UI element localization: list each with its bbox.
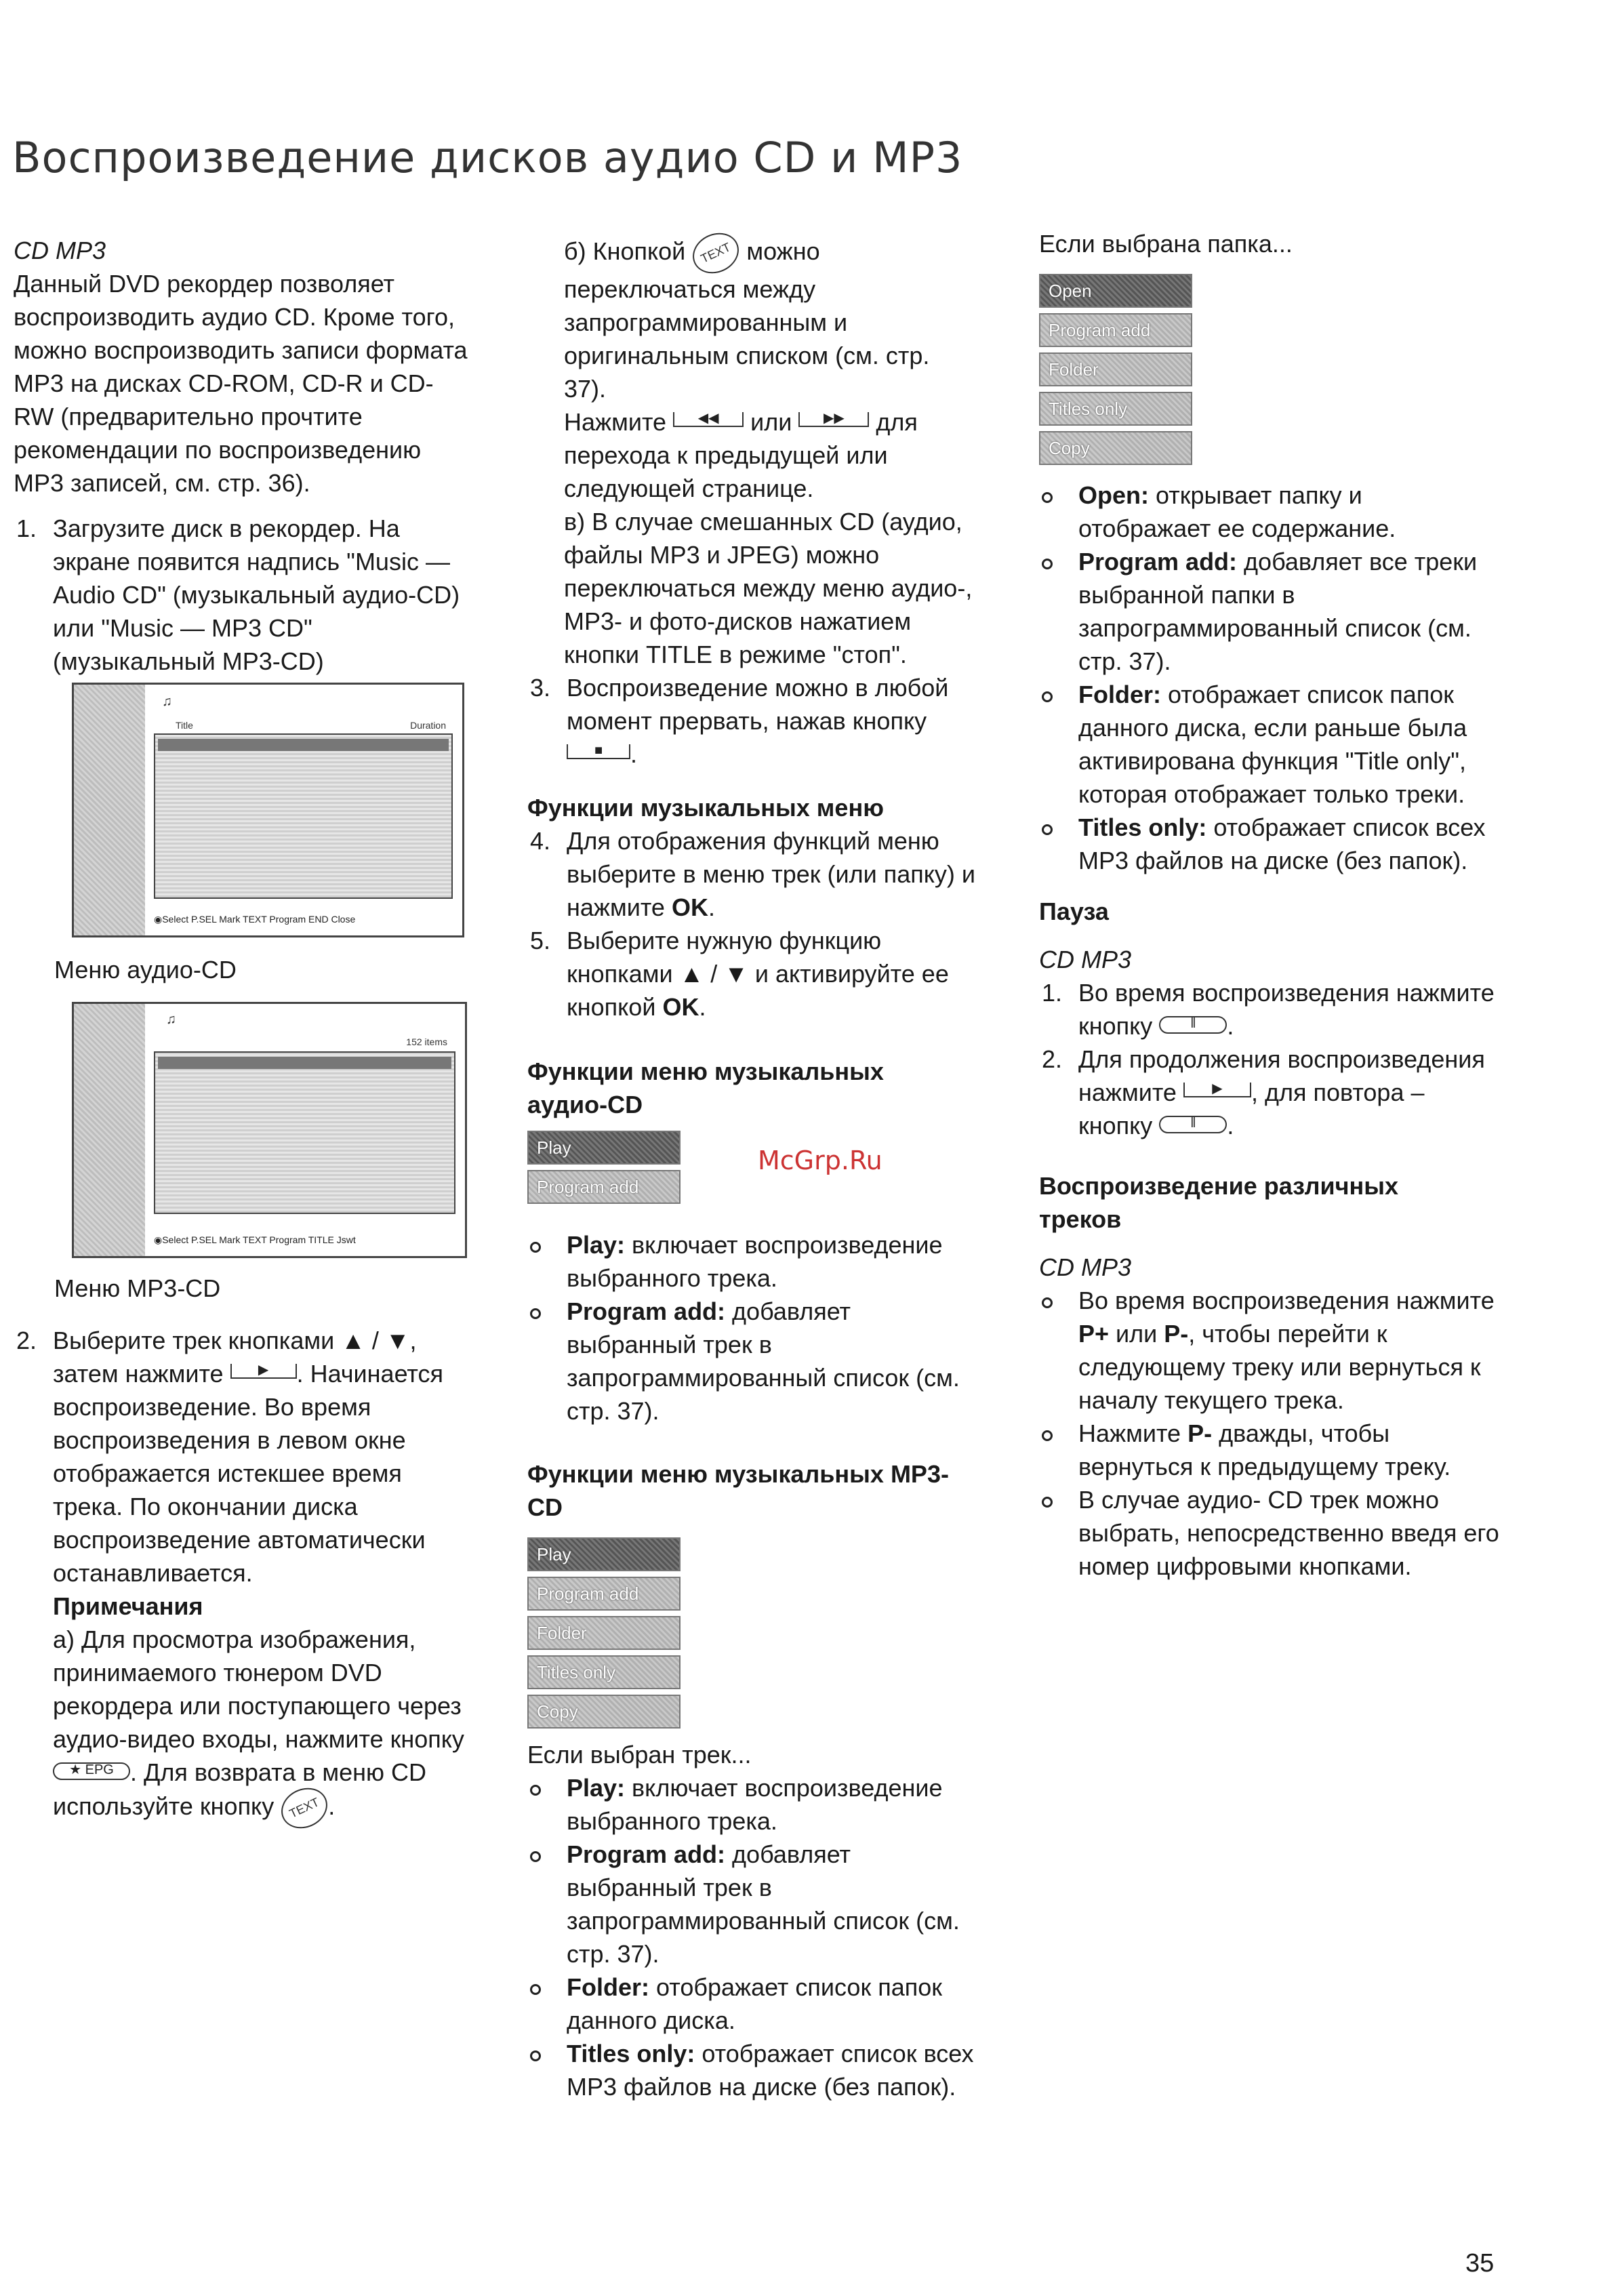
item-text: дважды, чтобы вернуться к предыдущему треку. (1078, 1419, 1451, 1480)
screen-side-panel (74, 1004, 145, 1256)
function-desc: отображает список папок данного диска, если раньше была активирована функция "Title only", которая отображает только треки. (1078, 681, 1467, 808)
step-number: 1. (1042, 979, 1063, 1007)
function-desc: открывает папку и отображает ее содержание. (1078, 481, 1396, 542)
step-text: . (699, 993, 706, 1021)
note-a (53, 1623, 471, 1827)
column-title: Title (176, 720, 193, 731)
pause-step-1: 1. Во время воспроизведения нажмите кнопку ‖ . (1039, 976, 1500, 1043)
note-text: . Для возврата в меню CD используйте кнопку (53, 1758, 426, 1821)
column-duration: Duration (410, 720, 446, 731)
caption-audio-cd: Меню аудио-CD (54, 956, 237, 984)
screen-side-panel (74, 685, 145, 935)
function-label: Titles only: (567, 2040, 695, 2067)
audio-cd-menu-screenshot (72, 683, 464, 937)
mp3-cd-menu-screenshot (72, 1002, 467, 1258)
page-number: 35 (1465, 2249, 1495, 2278)
ok-key-label: OK (671, 893, 708, 921)
menu-item-copy: Copy (527, 1695, 681, 1729)
function-play (527, 1771, 978, 1838)
page-nav-text: для перехода к предыдущей или следующей странице. (564, 408, 918, 502)
menu-item-open: Open (1039, 274, 1192, 308)
folder-function-menu (1039, 274, 1500, 465)
function-play (527, 1228, 978, 1295)
function-label: Play: (567, 1774, 626, 1802)
steps-list-4 (527, 824, 978, 1024)
step-text: Для продолжения воспроизведения нажмите (1078, 1045, 1485, 1106)
music-note-icon: ♫ (166, 1012, 176, 1027)
press-text: Нажмите (564, 408, 667, 436)
menu-item-program-add: Program add (527, 1170, 681, 1204)
step-number: 1. (16, 514, 37, 542)
format-label: CD MP3 (14, 237, 106, 264)
step-2 (14, 1324, 471, 1827)
note-text: а) Для просмотра изображения, принимаемого тюнером DVD рекордера или поступающего через аудио-видео входы, нажмите кнопку (53, 1625, 464, 1753)
function-label: Program add: (567, 1840, 726, 1868)
step-text: Воспроизведение можно в любой момент прервать, нажав кнопку (567, 674, 949, 735)
ok-key-label: OK (662, 993, 699, 1021)
steps-list-2 (14, 1324, 471, 1827)
key-label: P- (1187, 1419, 1213, 1447)
function-label: Open: (1078, 481, 1149, 509)
function-folder (527, 1971, 978, 2037)
function-program-add (527, 1838, 978, 1971)
function-label: Folder: (1078, 681, 1161, 708)
pause-steps (1039, 976, 1500, 1142)
tracks-list (1039, 1284, 1500, 1583)
text-key-icon: TEXT (275, 1781, 334, 1836)
steps-list (14, 512, 471, 678)
function-program-add (1039, 545, 1500, 678)
tracks-item-3: В случае аудио- CD трек можно выбрать, непосредственно введя его номер цифровыми кнопками. (1039, 1483, 1500, 1583)
step-3: 3. Воспроизведение можно в любой момент прервать, нажав кнопку ■ . (527, 671, 978, 771)
screen-bottom-bar: ◉Select P.SEL Mark TEXT Program TITLE Jswt (154, 1234, 356, 1245)
heading-music-menu-functions: Функции музыкальных меню (527, 794, 884, 822)
play-key-icon: ▶ (230, 1364, 297, 1379)
note-text: . (328, 1792, 336, 1821)
if-folder-selected: Если выбрана папка... (1039, 230, 1293, 258)
tracks-item-2 (1039, 1417, 1500, 1483)
menu-item-folder: Folder (527, 1616, 681, 1650)
intro-paragraph: Данный DVD рекордер позволяет воспроизводить аудио CD. Кроме того, можно воспроизводить записи формата MP3 на дисках CD-ROM, CD-R и CD-RW (предварительно прочтите рекомендации по воспроизведению MP3 записей, см. стр. 36). (14, 270, 468, 497)
function-label: Program add: (1078, 548, 1238, 575)
function-label: Titles only: (1078, 813, 1207, 841)
pause-format-label: CD MP3 (1039, 946, 1132, 973)
function-desc: отображает список всех MP3 файлов на диске (без папок). (1078, 813, 1486, 874)
menu-item-titles-only: Titles only (1039, 392, 1192, 426)
note-text: можно переключаться между запрограммированным и оригинальным списком (см. стр. 37). (564, 237, 930, 403)
step-number: 2. (16, 1327, 37, 1354)
item-count: 152 items (406, 1036, 447, 1047)
function-titles-only (527, 2037, 978, 2103)
notes-title: Примечания (53, 1592, 203, 1620)
pause-step-2: 2. Для продолжения воспроизведения нажмите ▶ , для повтора – кнопку ‖ . (1039, 1043, 1500, 1142)
function-open (1039, 479, 1500, 545)
music-note-icon: ♫ (162, 694, 172, 709)
fast-forward-key-icon: ▶▶ (798, 412, 869, 427)
function-desc: включает воспроизведение выбранного трека. (567, 1774, 943, 1835)
column-3 (1039, 227, 1500, 1583)
heading-audio-cd-menu: Функции меню музыкальных аудио-CD (527, 1057, 884, 1118)
menu-item-program-add: Program add (1039, 313, 1192, 347)
step-text: Для отображения функций меню выберите в меню трек (или папку) и нажмите (567, 827, 976, 921)
caption-mp3-cd: Меню MP3-CD (54, 1274, 221, 1302)
function-desc: отображает список папок данного диска. (567, 1973, 942, 2034)
function-desc: добавляет выбранный трек в запрограммированный список (см. стр. 37). (567, 1840, 960, 1968)
step-text: Выберите нужную функцию кнопками ▲ / ▼ и активируйте ее кнопкой (567, 927, 949, 1021)
selected-file-row (158, 1057, 451, 1069)
step-text: , для повтора – кнопку (1078, 1078, 1425, 1139)
page-title: Воспроизведение дисков аудио CD и MP3 (12, 133, 963, 182)
mp3-track-function-list (527, 1771, 978, 2103)
if-track-selected: Если выбран трек... (527, 1741, 752, 1769)
text-key-icon: TEXT (687, 226, 746, 281)
step-number: 5. (530, 927, 551, 954)
column-1-continued (14, 1324, 471, 1827)
screen-bottom-bar: ◉Select P.SEL Mark TEXT Program END Close (154, 914, 356, 925)
folder-function-list (1039, 479, 1500, 877)
function-folder (1039, 678, 1500, 811)
epg-key-icon: ★ EPG (53, 1762, 130, 1780)
watermark: McGrp.Ru (758, 1146, 882, 1175)
step-text: . (708, 893, 715, 921)
steps-list-3 (527, 671, 978, 771)
key-label: P+ (1078, 1320, 1110, 1348)
menu-item-titles-only: Titles only (527, 1655, 681, 1689)
play-key-icon: ▶ (1183, 1083, 1251, 1097)
step-4 (527, 824, 978, 924)
rewind-key-icon: ◀◀ (673, 412, 744, 427)
step-text: Во время воспроизведения нажмите кнопку (1078, 979, 1495, 1040)
menu-item-play: Play (527, 1131, 681, 1165)
step-text: Выберите трек кнопками ▲ / ▼, (53, 1327, 417, 1354)
function-titles-only (1039, 811, 1500, 877)
audio-cd-function-menu (527, 1131, 978, 1204)
column-1 (14, 234, 471, 678)
menu-item-folder: Folder (1039, 352, 1192, 386)
file-list (154, 1051, 455, 1214)
heading-mp3-cd-menu: Функции меню музыкальных MP3-CD (527, 1460, 949, 1521)
heading-pause: Пауза (1039, 897, 1109, 925)
key-label: P- (1164, 1320, 1189, 1348)
function-desc: добавляет выбранный трек в запрограммированный список (см. стр. 37). (567, 1297, 960, 1425)
note-text: б) Кнопкой (564, 237, 686, 266)
mp3-cd-function-menu (527, 1537, 978, 1729)
step-number: 4. (530, 827, 551, 855)
step-number: 2. (1042, 1045, 1063, 1073)
function-desc: включает воспроизведение выбранного трека. (567, 1231, 943, 1292)
function-label: Play: (567, 1231, 626, 1259)
menu-item-program-add: Program add (527, 1577, 681, 1611)
or-text: или (750, 408, 792, 436)
note-v: в) В случае смешанных CD (аудио, файлы MP3 и JPEG) можно переключаться между меню аудио-, MP3- и фото-дисков нажатием кнопки TITLE в режиме "стоп". (564, 508, 973, 668)
menu-item-copy: Copy (1039, 431, 1192, 465)
heading-play-different-tracks: Воспроизведение различных треков (1039, 1172, 1399, 1233)
column-2 (527, 234, 978, 2103)
function-program-add (527, 1295, 978, 1428)
note-b (527, 234, 978, 505)
tracks-format-label: CD MP3 (1039, 1253, 1132, 1281)
audio-cd-function-list (527, 1228, 978, 1428)
function-label: Program add: (567, 1297, 726, 1325)
step-number: 3. (530, 674, 551, 702)
item-text: или (1109, 1320, 1164, 1348)
function-desc: добавляет все треки выбранной папки в запрограммированный список (см. стр. 37). (1078, 548, 1478, 675)
step-1 (14, 512, 471, 678)
track-list (154, 733, 453, 899)
pause-key-icon: ‖ (1159, 1016, 1227, 1034)
item-text: , чтобы перейти к следующему треку или вернуться к началу текущего трека. (1078, 1320, 1481, 1414)
item-text: Во время воспроизведения нажмите (1078, 1287, 1495, 1314)
menu-item-play: Play (527, 1537, 681, 1571)
step-5 (527, 924, 978, 1024)
stop-key-icon: ■ (567, 744, 630, 759)
step-text: Загрузите диск в рекордер. На экране появится надпись "Music — Audio CD" (музыкальный аудио-CD) или "Music — MP3 CD" (музыкальный MP3-CD) (53, 514, 460, 675)
step-text: затем нажмите (53, 1360, 224, 1388)
function-label: Folder: (567, 1973, 649, 2001)
item-text: Нажмите (1078, 1419, 1181, 1447)
step-text: . Начинается воспроизведение. Во время воспроизведения в левом окне отображается истекшее время трека. По окончании диска воспроизведение автоматически останавливается. (53, 1360, 443, 1587)
function-desc: отображает список всех MP3 файлов на диске (без папок). (567, 2040, 974, 2101)
pause-key-icon: ‖ (1159, 1116, 1227, 1133)
tracks-item-1 (1039, 1284, 1500, 1417)
selected-track-row (158, 739, 449, 751)
